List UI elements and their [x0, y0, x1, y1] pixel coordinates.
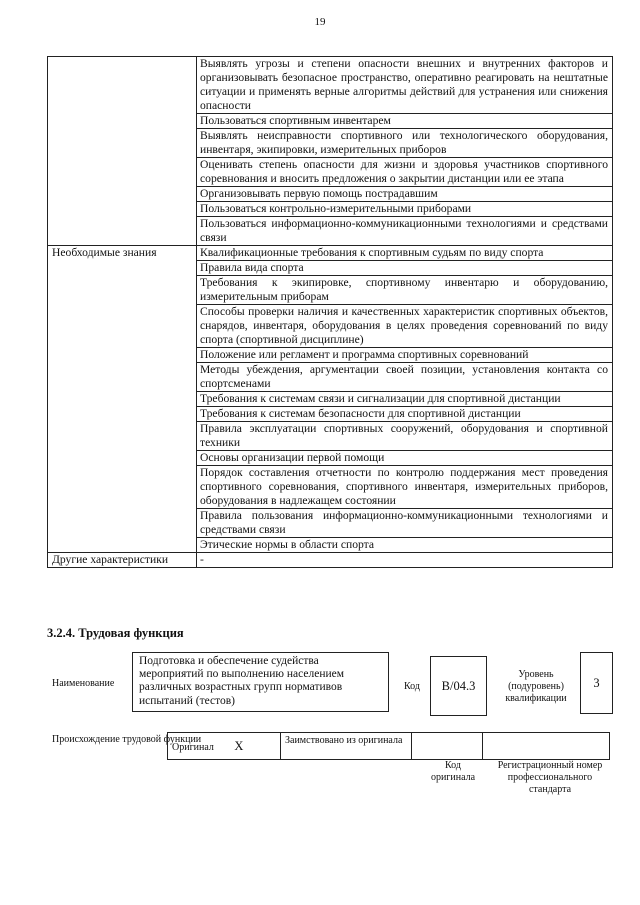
knowledge-item: Порядок составления отчетности по контролю поддержания мест проведения спортивного соревнования, спортивного инвентаря, измерительных приборов, оборудования в надлежащем состоянии: [197, 466, 613, 509]
other-value: -: [197, 553, 613, 568]
skill-item: Выявлять неисправности спортивного или технологического оборудования, инвентаря, экипировки, измерительных приборов: [197, 129, 613, 158]
registration-number-cell: [483, 733, 610, 760]
table-row: [48, 451, 613, 466]
skill-item: Оценивать степень опасности для жизни и здоровья участников спортивного соревнования и вносить предложения о закрытии дистанции или ее этапа: [197, 158, 613, 187]
skill-item: Выявлять угрозы и степени опасности внешних и внутренних факторов и организовывать безопасное пространство, оперативно реагировать на нештатные ситуации и применять верные алгоритмы действий для устранения или снижения опасности: [197, 57, 613, 114]
table-row: [48, 217, 613, 246]
competency-table: [47, 56, 613, 568]
knowledge-item: Правила пользования информационно-коммуникационными технологиями и средствами связи: [197, 509, 613, 538]
skill-item: Пользоваться контрольно-измерительными приборами: [197, 202, 613, 217]
original-mark: X: [234, 738, 244, 753]
table-row: [48, 261, 613, 276]
table-row: [48, 158, 613, 187]
knowledge-item: Требования к экипировке, спортивному инвентарю и оборудованию, измерительным приборам: [197, 276, 613, 305]
table-row: [48, 187, 613, 202]
skill-item: Пользоваться спортивным инвентарем: [197, 114, 613, 129]
knowledge-item: Требования к системам связи и сигнализации для спортивной дистанции: [197, 392, 613, 407]
table-row: [48, 57, 613, 114]
borrowed-cell: Заимствовано из оригинала: [281, 733, 412, 760]
knowledge-item: Методы убеждения, аргументации своей позиции, установления контакта со спортсменами: [197, 363, 613, 392]
table-row: [48, 114, 613, 129]
function-name-box: Подготовка и обеспечение судейства мероприятий по выполнению населением различных возрастных групп нормативов испытаний (тестов): [132, 652, 389, 712]
table-row: [48, 422, 613, 451]
knowledge-item: Способы проверки наличия и качественных характеристик спортивных объектов, снарядов, инвентаря, оборудования в целях проведения соревнований по виду спорта (спортивной дисциплине): [197, 305, 613, 348]
registration-caption: Регистрационный номер профессионального стандарта: [497, 760, 603, 795]
section-title: 3.2.4. Трудовая функция: [47, 626, 184, 640]
table-row: [48, 538, 613, 553]
table-row: [48, 392, 613, 407]
table-row: [168, 733, 610, 760]
code-label: Код: [404, 681, 420, 692]
other-label: Другие характеристики: [48, 553, 197, 568]
table-row: [48, 129, 613, 158]
original-label: Оригинал: [172, 741, 214, 753]
level-label: Уровень (подуровень) квалификации: [505, 669, 567, 704]
skill-item: Пользоваться информационно-коммуникационными технологиями и средствами связи: [197, 217, 613, 246]
table-row: [48, 305, 613, 348]
code-caption: Код оригинала: [430, 760, 476, 783]
origin-label: Происхождение трудовой функции: [52, 734, 202, 745]
knowledge-item: Этические нормы в области спорта: [197, 538, 613, 553]
page-number: 19: [314, 16, 326, 28]
table-row: [48, 466, 613, 509]
skill-item: Организовывать первую помощь пострадавшим: [197, 187, 613, 202]
knowledge-item: Основы организации первой помощи: [197, 451, 613, 466]
knowledge-item: Правила эксплуатации спортивных сооружений, оборудования и спортивной техники: [197, 422, 613, 451]
level-box: 3: [580, 652, 613, 714]
name-label: Наименование: [52, 678, 115, 689]
code-box: B/04.3: [430, 656, 487, 716]
table-row: [48, 246, 613, 261]
table-row: [48, 363, 613, 392]
table-row: [48, 202, 613, 217]
table-row: [48, 509, 613, 538]
table-row: [48, 553, 613, 568]
table-row: [48, 276, 613, 305]
table-row: [48, 407, 613, 422]
origin-table: [167, 732, 610, 760]
knowledge-item: Требования к системам безопасности для спортивной дистанции: [197, 407, 613, 422]
original-cell: [168, 733, 281, 760]
knowledge-item: Положение или регламент и программа спортивных соревнований: [197, 348, 613, 363]
knowledge-item: Квалификационные требования к спортивным судьям по виду спорта: [197, 246, 613, 261]
knowledge-item: Правила вида спорта: [197, 261, 613, 276]
skills-label-cell: [48, 57, 197, 114]
knowledge-label: Необходимые знания: [48, 246, 197, 261]
table-row: [48, 348, 613, 363]
original-code-cell: [412, 733, 483, 760]
